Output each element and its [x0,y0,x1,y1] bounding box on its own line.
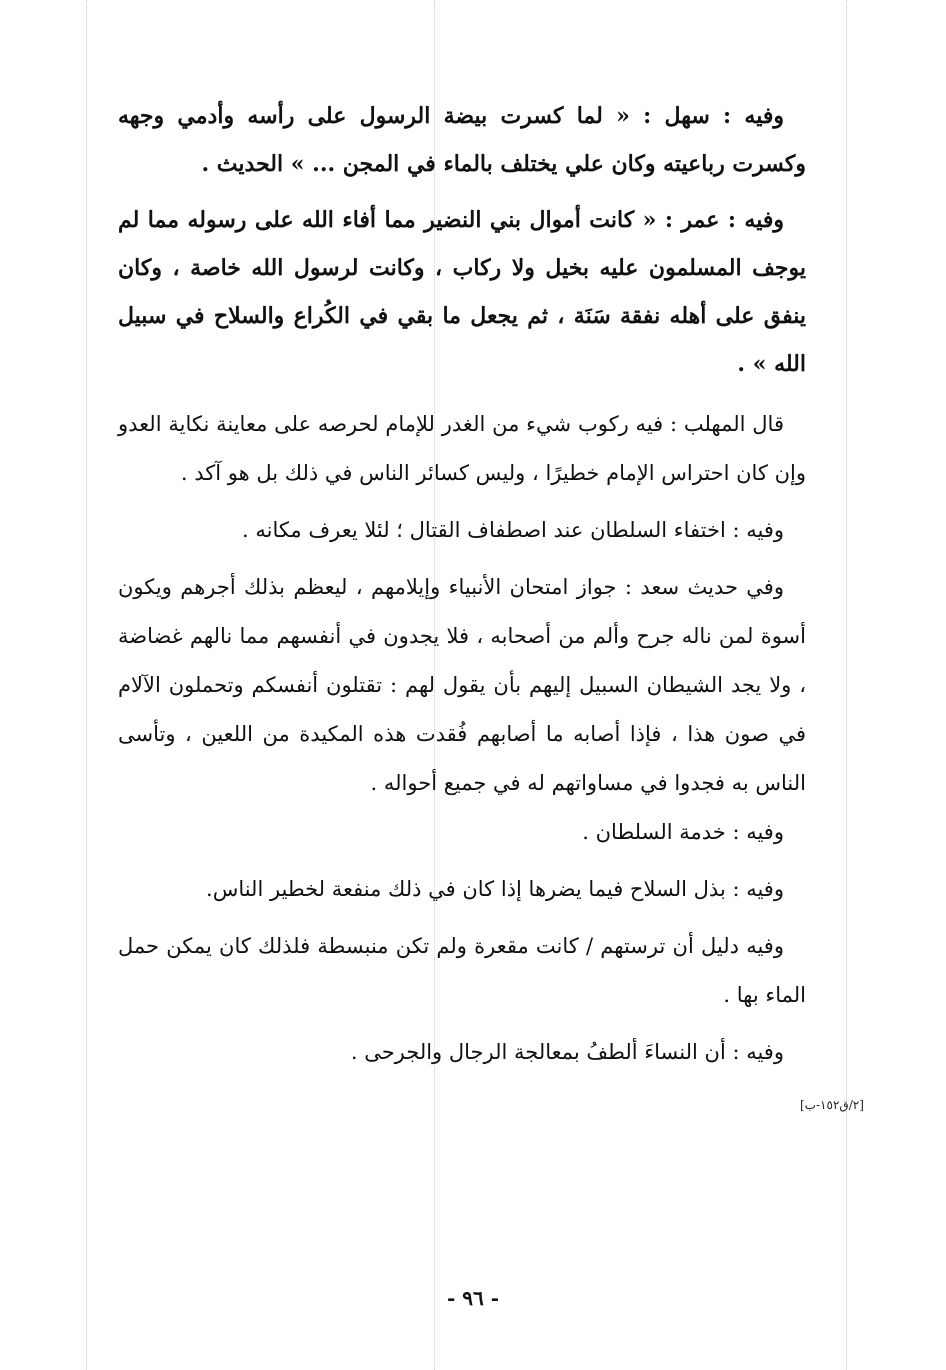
paragraph-sahl-hadith: وفيه : سهل : « لما كسرت بيضة الرسول على رأسه وأدمي وجهه وكسرت رباعيته وكان علي يختلف بالماء في المجن ... » الحديث . [118,103,806,177]
paragraph-sultan-hiding: وفيه : اختفاء السلطان عند اصطفاف القتال ؛ لئلا يعرف مكانه . [241,518,784,542]
manuscript-folio-note: [٢/ق١٥٢-ب] [800,1098,864,1112]
paragraph-muhallab: قال المهلب : فيه ركوب شيء من الغدر للإمام لحرصه على معاينة نكاية العدو وإن كان احتراس الإمام خطيرًا ، وليس كسائر الناس في ذلك بل هو آكد . [118,412,806,485]
paragraph-women: وفيه : أن النساءَ ألطفُ بمعالجة الرجال والجرحى . [350,1040,784,1064]
paragraph-shields: وفيه دليل أن ترستهم / كانت مقعرة ولم تكن منبسطة فلذلك كان يمكن حمل الماء بها . [118,934,806,1007]
paragraph-sultan-service: وفيه : خدمة السلطان . [582,820,784,844]
page-number: - ٩٦ - [446,1286,499,1310]
paragraph-umar-hadith: وفيه : عمر : « كانت أموال بني النضير مما أفاء الله على رسوله مما لم يوجف المسلمون عليه بخيل ولا ركاب ، وكانت لرسول الله خاصة ، وكان ينفق على أهله نفقة سَنَة ، ثم يجعل ما بقي في الكُراع والسلاح في سبيل الله » . [118,207,806,377]
scan-guide-line [846,0,847,1370]
paragraph-weapons: وفيه : بذل السلاح فيما يضرها إذا كان في ذلك منفعة لخطير الناس. [206,877,784,901]
scan-guide-line [86,0,87,1370]
body-text [118,92,806,1077]
paragraph-saad-hadith: وفي حديث سعد : جواز امتحان الأنبياء وإيلامهم ، ليعظم بذلك أجرهم ويكون أسوة لمن ناله جرح وألم من أصحابه ، فلا يجدون في أنفسهم مما نالهم غضاضة ، ولا يجد الشيطان السبيل إليهم بأن يقول لهم : تقتلون أنفسكم وتحملون الآلام في صون هذا ، فإذا أصابه ما أصابهم فُقدت هذه المكيدة من اللعين ، وتأسى الناس به فجدوا في مساواتهم له في جميع أحواله . [118,575,806,795]
